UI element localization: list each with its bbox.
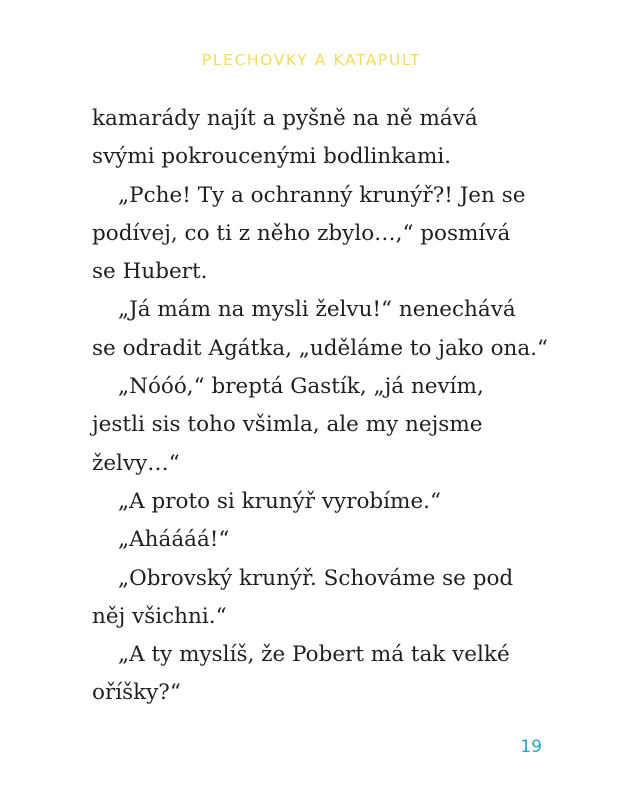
text-line: želvy…“ [92, 450, 180, 476]
text-line: „Obrovský krunýř. Schováme se pod [118, 565, 514, 591]
text-line: něj všichni.“ [92, 603, 227, 629]
text-line: se odradit Agátka, „uděláme to jako ona.“ [92, 335, 549, 361]
text-line: „Pche! Ty a ochranný krunýř?! Jen se [118, 182, 526, 208]
text-line: „Nóóó,“ breptá Gastík, „já nevím, [118, 374, 484, 400]
text-line: svými pokroucenými bodlinkami. [92, 144, 452, 170]
text-line: se Hubert. [92, 259, 208, 285]
text-line: „Já mám na mysli želvu!“ nenechává [118, 297, 516, 323]
running-head: PLECHOVKY A KATAPULT [201, 51, 422, 69]
text-line: jestli sis toho všimla, ale my nejsme [92, 412, 483, 438]
text-line: „Aháááá!“ [118, 527, 230, 553]
text-line: kamarády najít a pyšně na ně mává [92, 106, 478, 131]
text-line: oříšky?“ [92, 680, 181, 706]
text-line: „A proto si krunýř vyrobíme.“ [118, 488, 441, 514]
text-line: „A ty myslíš, že Pobert má tak velké [118, 642, 510, 668]
body-text [92, 100, 562, 713]
page-number: 19 [520, 737, 542, 757]
text-line: podívej, co ti z něho zbylo…,“ posmívá [92, 220, 511, 246]
